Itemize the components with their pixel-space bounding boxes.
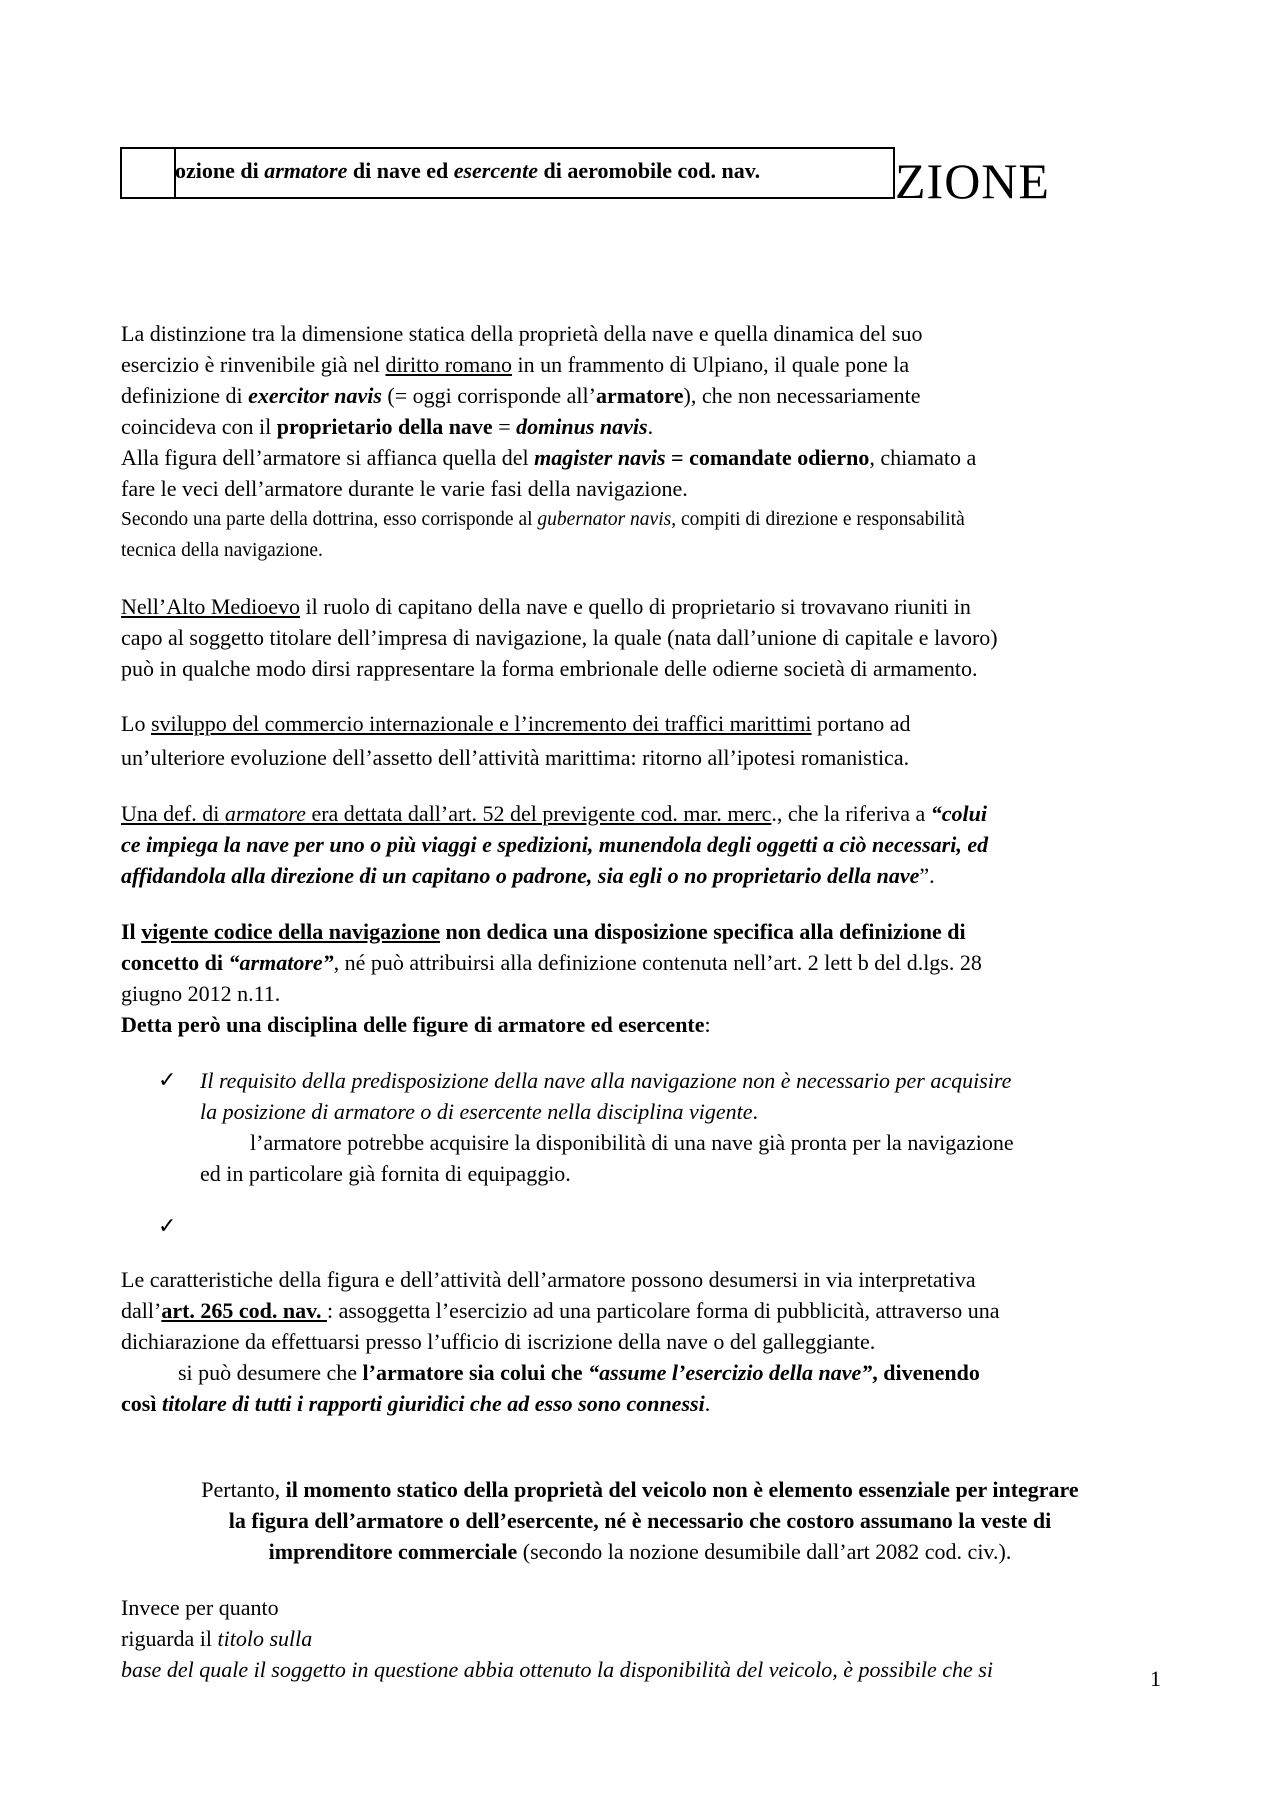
p3-line-2: un’ulteriore evoluzione dell’assetto dell’attività marittima: ritorno all’ipotesi romanistica. xyxy=(121,745,910,770)
heading-text: ozione di armatore di nave ed esercente di aeromobile cod. nav. xyxy=(175,158,761,183)
p3-line-1: Lo sviluppo del commercio internazionale e l’incremento dei traffici marittimi portano ad xyxy=(121,711,911,736)
p1-line-3: definizione di exercitor navis (= oggi corrisponde all’armatore), che non necessariamente xyxy=(121,383,921,408)
p5-line-2: concetto di “armatore”, né può attribuirsi alla definizione contenuta nell’art. 2 lett b del d.lgs. 28 xyxy=(121,950,982,975)
p6-line-5: così titolare di tutti i rapporti giuridici che ad esso sono connessi. xyxy=(121,1391,711,1416)
p6-line-2: dall’art. 265 cod. nav. : assoggetta l’esercizio ad una particolare forma di pubblicità, attraverso una xyxy=(121,1298,1000,1323)
checkmark-icon: ✓ xyxy=(158,1213,177,1238)
check-1-line-1: Il requisito della predisposizione della nave alla navigazione non è necessario per acquisire xyxy=(200,1068,1012,1093)
p5-line-4: Detta però una disciplina delle figure di armatore ed esercente: xyxy=(121,1012,711,1037)
p7-line-3: imprenditore commerciale (secondo la nozione desumibile dall’art 2082 cod. civ.). xyxy=(268,1539,1012,1564)
p4-line-1: Una def. di armatore era dettata dall’art. 52 del previgente cod. mar. merc., che la riferiva a “colui xyxy=(121,801,988,826)
p6-line-3: dichiarazione da effettuarsi presso l’ufficio di iscrizione della nave o del galleggiante. xyxy=(121,1329,876,1354)
p4-line-2: ce impiega la nave per uno o più viaggi e spedizioni, munendola degli oggetti a ciò necessari, ed xyxy=(121,832,989,857)
check-1-line-4: ed in particolare già fornita di equipaggio. xyxy=(200,1161,571,1186)
p1-line-8: tecnica della navigazione. xyxy=(121,540,323,561)
page-number: 1 xyxy=(1150,1666,1161,1691)
p7-line-2: la figura dell’armatore o dell’esercente, né è necessario che costoro assumano la veste di xyxy=(228,1508,1052,1533)
p8-line-3: base del quale il soggetto in questione abbia ottenuto la disponibilità del veicolo, è possibile che si xyxy=(121,1657,993,1682)
p7-line-1: Pertanto, il momento statico della proprietà del veicolo non è elemento essenziale per integrare xyxy=(201,1477,1079,1502)
p1-line-4: coincideva con il proprietario della nave = dominus navis. xyxy=(121,414,654,439)
p1-line-7: Secondo una parte della dottrina, esso corrisponde al gubernator navis, compiti di direzione e responsabilità xyxy=(121,509,965,530)
heading-box xyxy=(120,147,895,199)
p1-line-1: La distinzione tra la dimensione statica della proprietà della nave e quella dinamica del suo xyxy=(121,321,923,346)
p1-line-2: esercizio è rinvenibile già nel diritto romano in un frammento di Ulpiano, il quale pone la xyxy=(121,352,910,377)
p4-line-3: affidandola alla direzione di un capitano o padrone, sia egli o no proprietario della nave”. xyxy=(121,863,935,888)
check-1-line-2: la posizione di armatore o di esercente nella disciplina vigente. xyxy=(200,1099,759,1124)
heading-tail: ZIONE xyxy=(895,153,1050,209)
p1-line-6: fare le veci dell’armatore durante le varie fasi della navigazione. xyxy=(121,476,688,501)
p8-line-1: Invece per quanto xyxy=(121,1595,279,1620)
p2-line-1: Nell’Alto Medioevo il ruolo di capitano della nave e quello di proprietario si trovavano riuniti in xyxy=(121,594,971,619)
heading-box-cell xyxy=(122,149,176,197)
p6-line-4: si può desumere che l’armatore sia colui che “assume l’esercizio della nave”, divenendo xyxy=(178,1360,980,1385)
checkmark-icon: ✓ xyxy=(158,1067,177,1092)
p5-line-3: giugno 2012 n.11. xyxy=(121,981,281,1006)
check-1-line-3: l’armatore potrebbe acquisire la disponibilità di una nave già pronta per la navigazione xyxy=(250,1130,1014,1155)
p2-line-3: può in qualche modo dirsi rappresentare la forma embrionale delle odierne società di armamento. xyxy=(121,656,978,681)
p6-line-1: Le caratteristiche della figura e dell’attività dell’armatore possono desumersi in via interpretativa xyxy=(121,1267,976,1292)
p8-line-2: riguarda il titolo sulla xyxy=(121,1626,313,1651)
p1-line-5: Alla figura dell’armatore si affianca quella del magister navis = comandate odierno, chiamato a xyxy=(121,445,977,470)
p5-line-1: Il vigente codice della navigazione non dedica una disposizione specifica alla definizione di xyxy=(121,919,966,944)
p2-line-2: capo al soggetto titolare dell’impresa di navigazione, la quale (nata dall’unione di capitale e lavoro) xyxy=(121,625,998,650)
